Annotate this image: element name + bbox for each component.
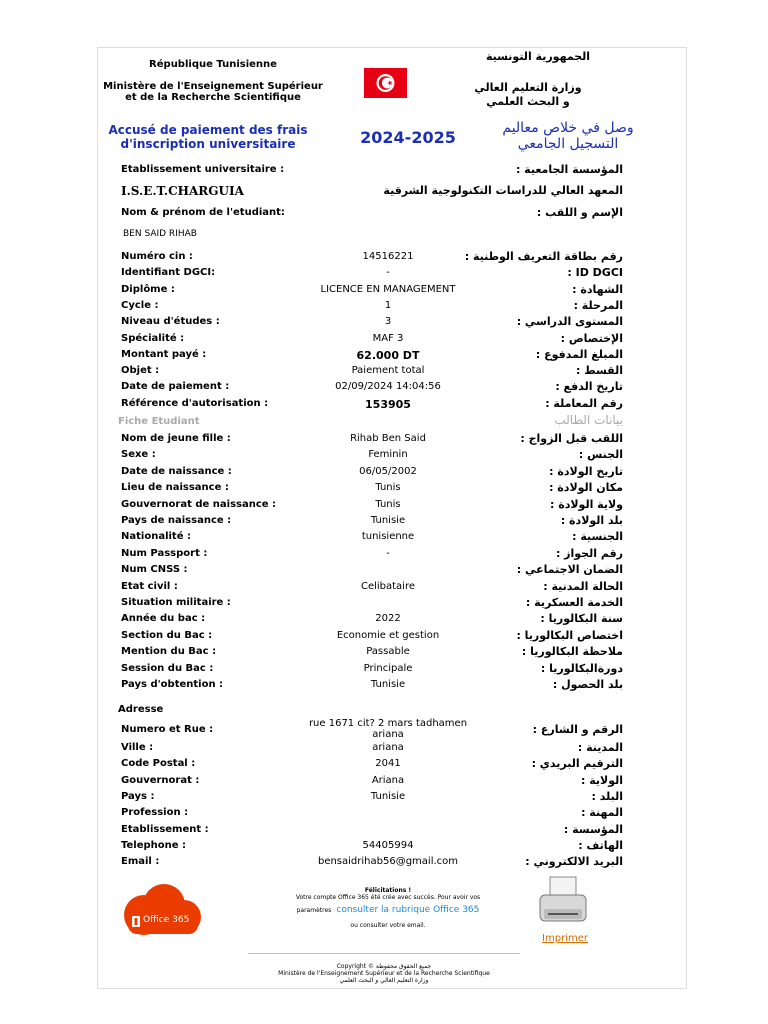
row-label-ar: مكان الولادة :: [549, 481, 623, 495]
row-label-fr: Email :: [121, 856, 160, 868]
row-value: Tunisie: [370, 679, 406, 690]
detail-row: [98, 757, 686, 774]
row-label-ar: الحالة المدنية :: [543, 579, 623, 593]
row-label-fr: Telephone :: [121, 839, 187, 851]
detail-row: [98, 629, 686, 646]
row-value: 14516221: [362, 251, 414, 262]
row-label-ar: المدينة :: [577, 741, 623, 754]
street-value-line-1: rue 1671 cit? 2 mars tadhamen: [308, 718, 468, 729]
row-label-fr: Spécialité :: [121, 332, 185, 344]
footer-copyright: [248, 963, 520, 970]
row-label-fr: Numéro cin :: [121, 251, 193, 262]
row-label-ar: القسط :: [575, 364, 623, 378]
row-label-fr: Etat civil :: [121, 580, 178, 592]
detail-row: [98, 839, 686, 856]
detail-row: [98, 563, 686, 580]
row-label-ar: بلد الولادة :: [560, 514, 623, 527]
office-message-1: Votre compte Office 365 été crée avec succès. Pour avoir vos: [295, 894, 481, 901]
detail-row: [98, 596, 686, 613]
row-value: 02/09/2024 14:04:56: [335, 381, 441, 393]
detail-row: [98, 580, 686, 597]
row-label-fr: Date de paiement :: [121, 381, 230, 393]
detail-row: [98, 774, 686, 791]
office-params-text: paramètres: [296, 907, 332, 914]
detail-row: [98, 855, 686, 872]
row-value: 62.000 DT: [356, 348, 420, 362]
row-label-ar: الإختصاص :: [560, 331, 623, 345]
detail-row: [98, 332, 686, 349]
row-label-ar: بلد الحصول :: [552, 678, 623, 691]
row-label-ar: الترقيم البريدي :: [531, 757, 623, 771]
row-label-fr: Ville :: [121, 742, 154, 753]
row-label-ar: الشهادة :: [572, 282, 623, 296]
row-value: bensaidrihab56@gmail.com: [317, 856, 459, 868]
row-label-ar: المستوى الدراسي :: [516, 315, 623, 329]
row-value: Tunis: [375, 482, 401, 494]
row-label-fr: Gouvernorat :: [121, 774, 200, 786]
detail-row: [98, 612, 686, 629]
row-label-fr: Niveau d'études :: [121, 316, 220, 328]
detail-row: [98, 465, 686, 482]
establishment-label-fr: Etablissement universitaire :: [121, 164, 285, 175]
detail-row: [98, 380, 686, 397]
detail-row: [98, 678, 686, 695]
row-label-fr: Date de naissance :: [121, 465, 232, 477]
fiche-label-ar: بيانات الطالب: [554, 413, 623, 427]
row-label-ar: ID DGCI :: [567, 266, 623, 280]
office365-logo-text: Office 365: [143, 915, 190, 925]
detail-row: [98, 806, 686, 823]
detail-row: [98, 283, 686, 300]
row-value: Rihab Ben Said: [350, 433, 426, 444]
tunisia-flag-icon: [364, 68, 407, 98]
row-label-fr: Gouvernorat de naissance :: [121, 498, 277, 510]
detail-row: [98, 315, 686, 332]
row-label-fr: Code Postal :: [121, 758, 196, 770]
row-label-fr: Lieu de naissance :: [121, 482, 229, 494]
student-name: BEN SAID RIHAB: [123, 229, 197, 239]
office-email-text: ou consulter votre email.: [350, 922, 426, 929]
row-value: ariana: [372, 742, 404, 753]
receipt-page: [97, 47, 687, 989]
street-value-line-2: ariana: [372, 729, 404, 740]
detail-row: [98, 448, 686, 465]
row-label-ar: رقم الجواز :: [555, 546, 623, 560]
row-value: 06/05/2002: [359, 465, 417, 477]
row-label-fr: Référence d'autorisation :: [121, 397, 269, 409]
title-ar-line-1: وصل في خلاص معاليم: [502, 120, 634, 136]
row-value: Passable: [366, 646, 410, 658]
row-label-ar: المهنة :: [581, 806, 623, 820]
row-label-ar: رقم بطاقة التعريف الوطنية :: [464, 250, 623, 263]
detail-row: [98, 498, 686, 515]
row-value: -: [386, 267, 390, 279]
row-value: 3: [384, 316, 392, 328]
row-value: 2041: [375, 758, 401, 770]
row-value: tunisienne: [361, 531, 415, 543]
adresse-title: Adresse: [118, 704, 164, 715]
fiche-label-fr: Fiche Etudiant: [118, 416, 200, 427]
row-label-fr: Sexe :: [121, 449, 156, 461]
office-congrats: Félicitations !: [364, 887, 412, 894]
detail-row: [98, 823, 686, 840]
office365-logo[interactable]: [118, 883, 202, 941]
row-label-fr: Profession :: [121, 807, 189, 819]
row-label-fr: Pays d'obtention :: [121, 679, 224, 690]
row-value: -: [386, 547, 390, 559]
row-label-ar: ملاحظة البكالوريا :: [521, 645, 623, 659]
academic-year: 2024-2025: [360, 128, 456, 147]
footer-divider: [248, 953, 520, 954]
office-rubrique-link[interactable]: consulter la rubrique Office 365: [336, 905, 480, 915]
row-label-ar: الضمان الاجتماعي :: [516, 563, 623, 577]
row-label-fr: Nom de jeune fille :: [121, 433, 231, 444]
republic-fr: République Tunisienne: [149, 59, 277, 70]
footer-copyright-fr: Copyright ©: [336, 963, 374, 970]
detail-row: [98, 299, 686, 316]
detail-row: [98, 364, 686, 381]
row-label-ar: سنة البكالوريا :: [540, 612, 623, 626]
detail-row: [98, 547, 686, 564]
row-label-ar: الجنسية :: [572, 530, 623, 544]
row-value: 54405994: [362, 839, 414, 851]
row-label-ar: الخدمة العسكرية :: [525, 596, 623, 609]
street-value: [268, 718, 508, 740]
detail-row: [98, 250, 686, 267]
row-label-fr: Année du bac :: [121, 613, 206, 625]
detail-row: [98, 645, 686, 662]
row-label-fr: Session du Bac :: [121, 662, 214, 674]
ministry-fr-1: Ministère de l'Enseignement Supérieur: [103, 81, 323, 92]
office-message-2: [293, 901, 483, 931]
row-label-ar: الجنس :: [578, 448, 623, 462]
detail-row: [98, 530, 686, 547]
title-fr-line-2: d'inscription universitaire: [120, 137, 296, 151]
detail-row: [98, 266, 686, 283]
detail-row: [98, 662, 686, 679]
detail-row: [98, 741, 686, 758]
student-label-ar: الإسم و اللقب :: [536, 206, 623, 219]
footer-ministry-ar: وزارة التعليم العالي و البحث العلمي: [339, 977, 429, 984]
row-label-ar: رقم المعاملة :: [545, 396, 623, 410]
row-label-fr: Situation militaire :: [121, 597, 231, 608]
title-ar: [488, 120, 648, 152]
student-label-fr: Nom & prénom de l'etudiant:: [121, 207, 285, 218]
footer-ministry-fr: Ministère de l'Enseignement Supérieur et de la Recherche Scientifique: [278, 970, 490, 977]
detail-row: [98, 348, 686, 365]
row-value: Celibataire: [360, 580, 416, 592]
republic-ar: الجمهورية التونسية: [485, 50, 591, 63]
row-value: 1: [384, 299, 392, 311]
row-label-fr: Num CNSS :: [121, 564, 188, 576]
detail-row: [98, 514, 686, 531]
office365-message: [293, 887, 483, 931]
ministry-ar-2: و البحث العلمي: [486, 95, 570, 108]
row-value: Tunisie: [370, 790, 406, 802]
row-label-ar: دورةالبكالوريا :: [540, 661, 623, 675]
title-ar-line-2: التسجيل الجامعي: [517, 136, 619, 152]
row-value: Tunis: [375, 498, 401, 510]
row-label-ar: البريد الالكتروني :: [525, 855, 623, 869]
row-label-ar: ولاية الولادة :: [549, 497, 623, 511]
ministry-ar-1: وزارة التعليم العالي: [474, 81, 582, 94]
row-label-ar: البلد :: [591, 789, 623, 803]
row-label-ar: اختصاص البكالوريا :: [516, 628, 623, 642]
row-label-fr: Diplôme :: [121, 283, 175, 295]
row-label-ar: الهاتف :: [578, 838, 623, 852]
row-value: Feminin: [368, 449, 408, 461]
printer-icon[interactable]: [538, 875, 590, 927]
row-label-fr: Identifiant DGCI:: [121, 267, 216, 279]
street-label-fr: Numero et Rue :: [121, 724, 214, 735]
street-label-ar: الرقم و الشارع :: [532, 723, 623, 736]
row-label-fr: Pays de naissance :: [121, 515, 232, 526]
row-value: MAF 3: [372, 332, 404, 344]
row-label-ar: المؤسسة :: [563, 822, 623, 836]
title-fr: [103, 123, 313, 151]
establishment-name-fr: I.S.E.T.CHARGUIA: [121, 184, 244, 198]
row-label-ar: الولاية :: [580, 773, 623, 787]
row-label-ar: المرحلة :: [573, 298, 623, 312]
row-value: Tunisie: [370, 515, 406, 526]
row-label-ar: المبلغ المدفوع :: [535, 347, 623, 361]
row-label-fr: Pays :: [121, 790, 155, 802]
detail-row: [98, 790, 686, 807]
row-label-ar: تاريخ الولادة :: [549, 464, 623, 478]
row-label-fr: Montant payé :: [121, 348, 207, 360]
establishment-label-ar: المؤسسة الجامعية :: [515, 163, 623, 176]
row-label-fr: Objet :: [121, 365, 160, 377]
row-label-fr: Section du Bac :: [121, 629, 213, 641]
ministry-fr-2: et de la Recherche Scientifique: [125, 92, 301, 103]
row-label-fr: Etablissement :: [121, 823, 209, 835]
row-label-ar: اللقب قبل الزواج :: [520, 432, 623, 445]
row-value: 2022: [375, 613, 401, 625]
detail-row: [98, 397, 686, 414]
row-value: Principale: [363, 662, 413, 674]
footer-copyright-ar: جميع الحقوق محفوظة: [375, 963, 432, 970]
row-value: Paiement total: [351, 365, 425, 377]
row-label-fr: Cycle :: [121, 299, 159, 311]
row-value: 153905: [365, 397, 411, 411]
footer: [248, 963, 520, 984]
row-value: LICENCE EN MANAGEMENT: [320, 283, 456, 295]
row-label-ar: تاريخ الدفع :: [555, 380, 623, 394]
row-label-fr: Num Passport :: [121, 547, 208, 559]
detail-row: [98, 481, 686, 498]
row-label-fr: Nationalité :: [121, 531, 191, 543]
title-fr-line-1: Accusé de paiement des frais: [108, 123, 308, 137]
row-label-fr: Mention du Bac :: [121, 646, 217, 658]
detail-row: [98, 432, 686, 449]
print-link[interactable]: Imprimer: [542, 933, 588, 944]
row-value: Economie et gestion: [336, 629, 440, 641]
establishment-name-ar: المعهد العالي للدراسات التكنولوجية الشرقية: [383, 184, 623, 197]
row-value: Ariana: [371, 774, 405, 786]
